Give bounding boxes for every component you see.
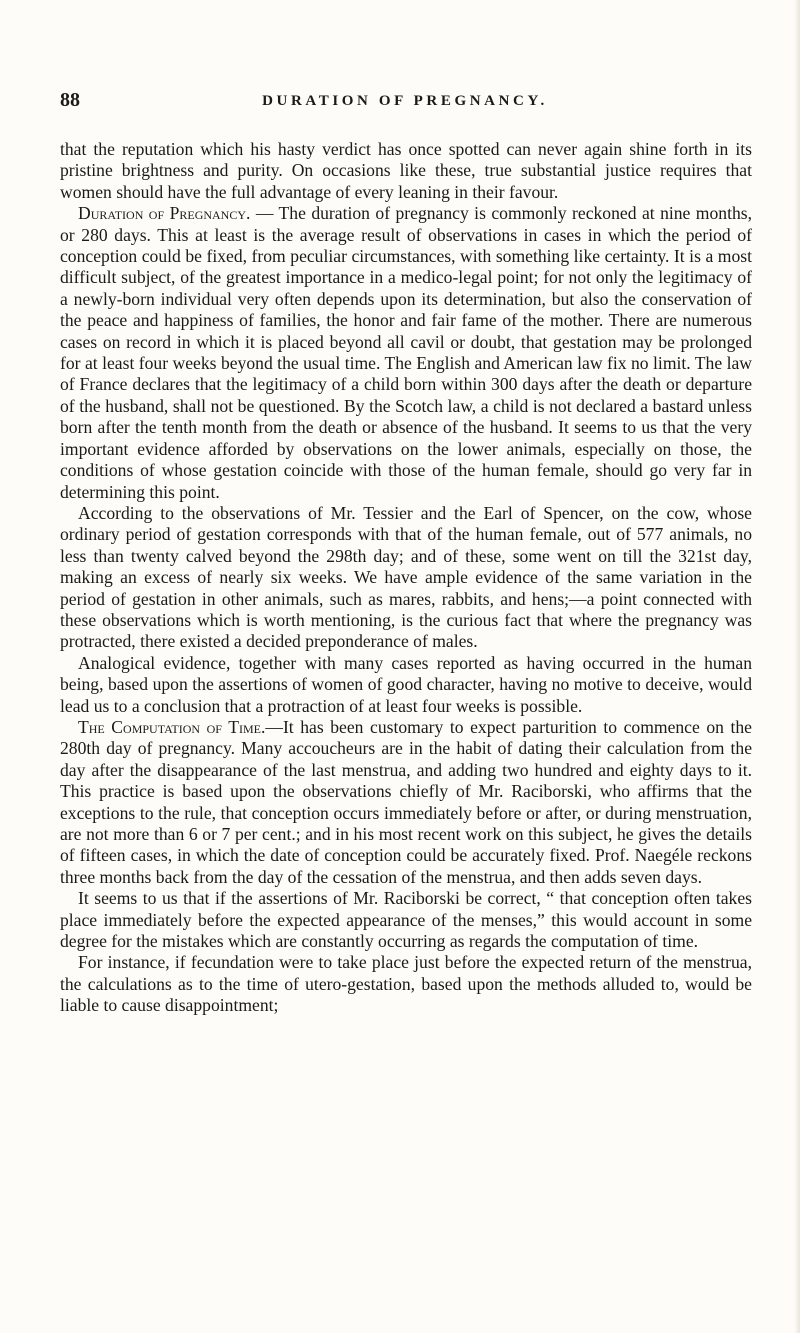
running-title: DURATION OF PREGNANCY. — [262, 93, 548, 109]
paragraph-tessier-observations — [60, 503, 752, 653]
paragraph-text: It seems to us that if the assertions of Mr. Raciborski be correct, “ that conception often takes place immediately before the expected appearance of the menses,” this would account in some degree for the mistakes which are constantly occurring as regards the computation of time. — [60, 888, 752, 952]
paragraph-raciborski-assertion — [60, 888, 752, 952]
paragraph-continuation — [60, 139, 752, 203]
page-edge-shadow — [794, 0, 800, 1333]
paragraph-computation-of-time — [60, 717, 752, 888]
paragraph-text: —It has been customary to expect parturition to commence on the 280th day of pregnancy. Many accoucheurs are in the habit of dating their calculation from the day after the disappearance of the last menstrua, and adding two hundred and eighty days to it. This practice is based upon the observations chiefly of Mr. Raciborski, who affirms that the exceptions to the rule, that conception occurs immediately before or after, or during menstruation, are not more than 6 or 7 per cent.; and in his most recent work on this subject, he gives the details of fifteen cases, in which the date of conception could be accurately fixed. Prof. Naegéle reckons three months back from the day of the cessation of the menstrua, and then adds seven days. — [60, 716, 752, 887]
paragraph-text: For instance, if fecundation were to take place just before the expected return of the menstrua, the calculations as to the time of utero-gestation, based upon the methods alluded to, would be liable to cause disappointment; — [60, 952, 752, 1016]
section-heading: The Computation of Time. — [78, 716, 266, 737]
paragraph-fecundation-example — [60, 952, 752, 1016]
paragraph-text: According to the observations of Mr. Tessier and the Earl of Spencer, on the cow, whose ordinary period of gestation corresponds with that of the human female, out of 577 animals, no less than twenty calved beyond the 298th day; and of these, some went on till the 321st day, making an excess of nearly six weeks. We have ample evidence of the same variation in the period of gestation in other animals, such as mares, rabbits, and hens;—a point connected with these observations which is worth mentioning, is the curious fact that where the pregnancy was protracted, there existed a decided preponderance of males. — [60, 502, 752, 652]
body-text — [60, 139, 752, 1017]
paragraph-text: — The duration of pregnancy is commonly reckoned at nine months, or 280 days. This at least is the average result of observations in cases in which the period of conception could be fixed, from peculiar circumstances, with something like certainty. It is a most difficult subject, of the greatest importance in a medico-legal point; for not only the legitimacy of a newly-born individual very often depends upon its determination, but also the conservation of the peace and happiness of families, the honor and fair fame of the mother. There are numerous cases on record in which it is placed beyond all cavil or doubt, that gestation may be prolonged for at least four weeks beyond the usual time. The English and American law fix no limit. The law of France declares that the legitimacy of a child born within 300 days after the death or departure of the husband, shall not be questioned. By the Scotch law, a child is not declared a bastard unless born after the tenth month from the death or absence of the husband. It seems to us that the very important evidence afforded by observations on the lower animals, especially on those, the conditions of whose gestation coincide with those of the human female, should go very far in determining this point. — [60, 203, 752, 502]
running-head — [60, 88, 750, 112]
paragraph-duration-of-pregnancy — [60, 203, 752, 503]
paragraph-analogical-evidence — [60, 653, 752, 717]
section-heading: Duration of Pregnancy. — [78, 203, 251, 224]
paragraph-text: Analogical evidence, together with many cases reported as having occurred in the human being, based upon the assertions of women of good character, having no motive to deceive, would lead us to a conclusion that a protraction of at least four weeks is possible. — [60, 652, 752, 716]
page-number: 88 — [60, 89, 80, 111]
paragraph-text: that the reputation which his hasty verdict has once spotted can never again shine forth in its pristine brightness and purity. On occasions like these, true substantial justice requires that women should have the full advantage of every leaning in their favour. — [60, 139, 752, 202]
